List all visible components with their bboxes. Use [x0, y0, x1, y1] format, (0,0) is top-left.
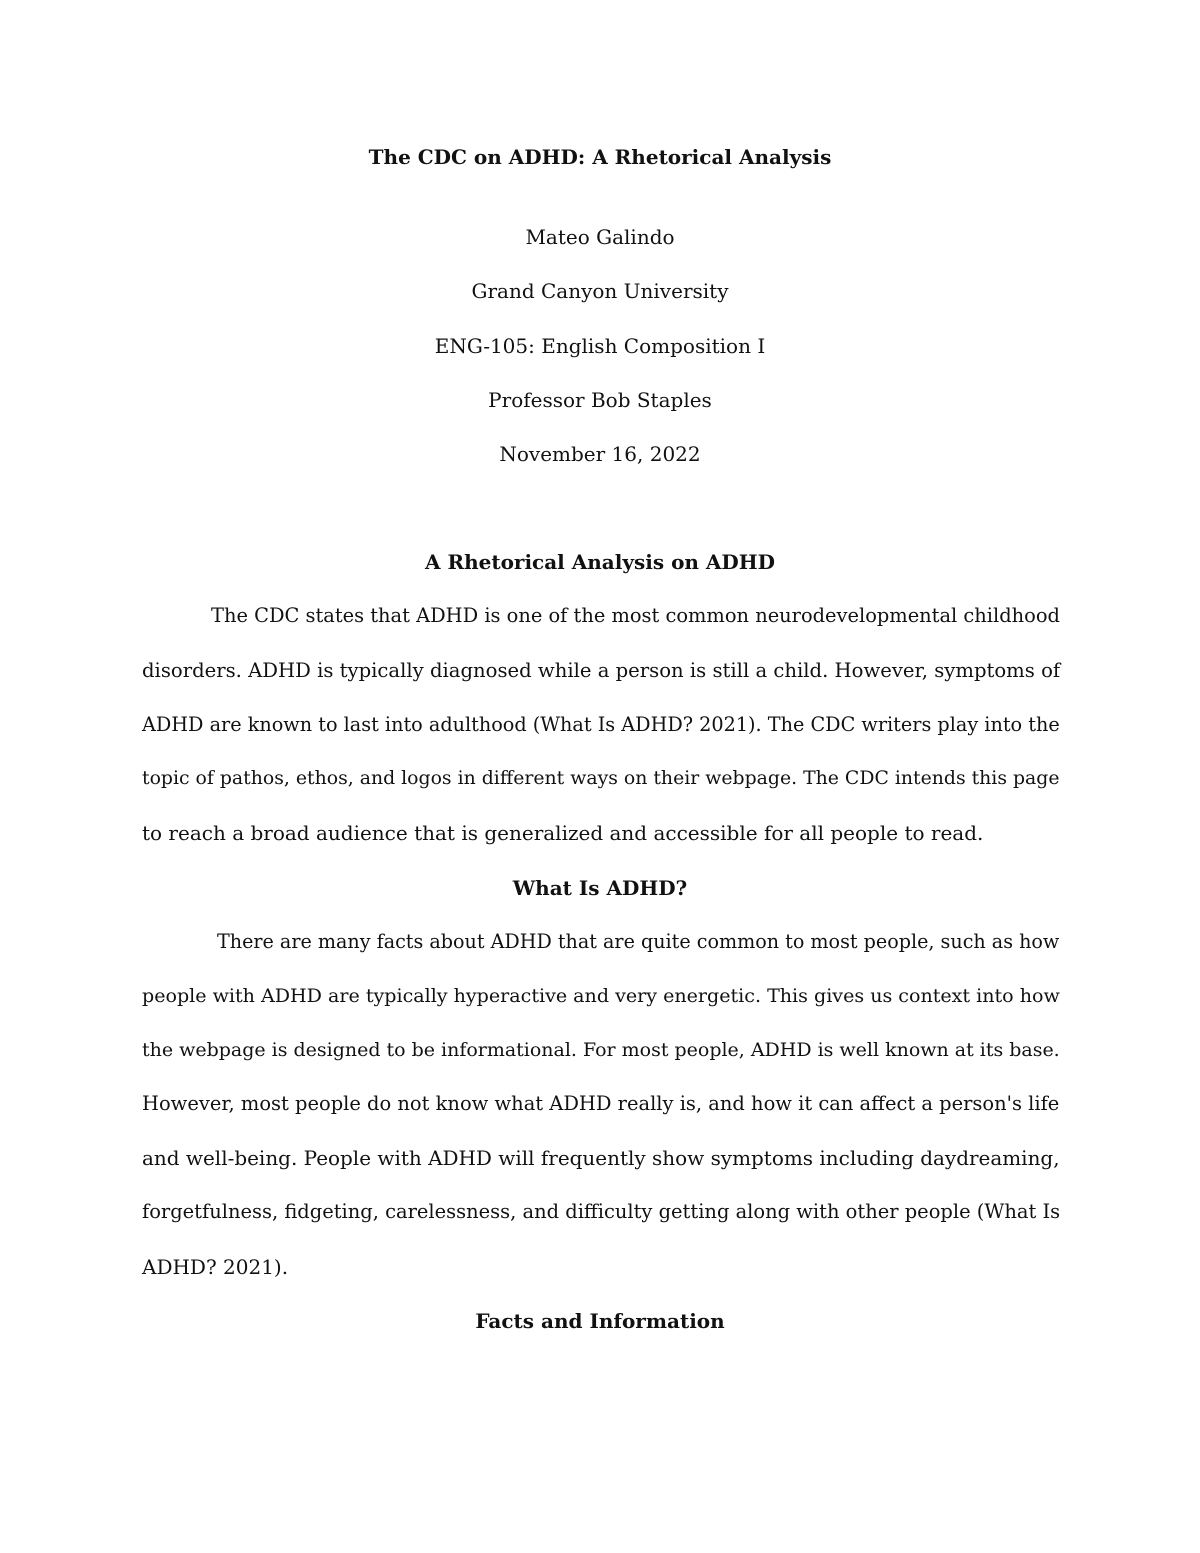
section-heading: Facts and Information: [475, 1309, 725, 1333]
paragraph-line: ADHD are known to last into adulthood (What Is ADHD? 2021). The CDC writers play into the: [142, 713, 1060, 736]
paper-date: November 16, 2022: [499, 442, 701, 466]
professor-name: Professor Bob Staples: [488, 388, 712, 412]
paragraph-line: The CDC states that ADHD is one of the most common neurodevelopmental childhood: [211, 604, 1060, 627]
paragraph-line: and well-being. People with ADHD will frequently show symptoms including daydreaming,: [142, 1146, 1060, 1170]
course-name: ENG-105: English Composition I: [434, 334, 766, 358]
paragraph-line: disorders. ADHD is typically diagnosed while a person is still a child. However, symptoms of: [142, 659, 1061, 682]
section-heading: A Rhetorical Analysis on ADHD: [424, 550, 776, 574]
paragraph-line: forgetfulness, fidgeting, carelessness, and difficulty getting along with other people (What Is: [142, 1200, 1061, 1223]
paragraph-line: ADHD? 2021).: [142, 1255, 289, 1279]
paragraph-line: However, most people do not know what ADHD really is, and how it can affect a person's life: [142, 1092, 1060, 1115]
paragraph-line: to reach a broad audience that is generalized and accessible for all people to read.: [142, 821, 984, 845]
paragraph-line: people with ADHD are typically hyperactive and very energetic. This gives us context into how: [142, 985, 1060, 1007]
section-heading: What Is ADHD?: [512, 876, 688, 900]
author-name: Mateo Galindo: [525, 225, 675, 249]
paragraph-line: the webpage is designed to be informational. For most people, ADHD is well known at its base.: [142, 1039, 1060, 1061]
paragraph-line: topic of pathos, ethos, and logos in different ways on their webpage. The CDC intends this page: [142, 768, 1060, 789]
paper-title: The CDC on ADHD: A Rhetorical Analysis: [368, 145, 832, 169]
paragraph-line: There are many facts about ADHD that are quite common to most people, such as how: [217, 930, 1060, 953]
institution-name: Grand Canyon University: [471, 279, 729, 303]
